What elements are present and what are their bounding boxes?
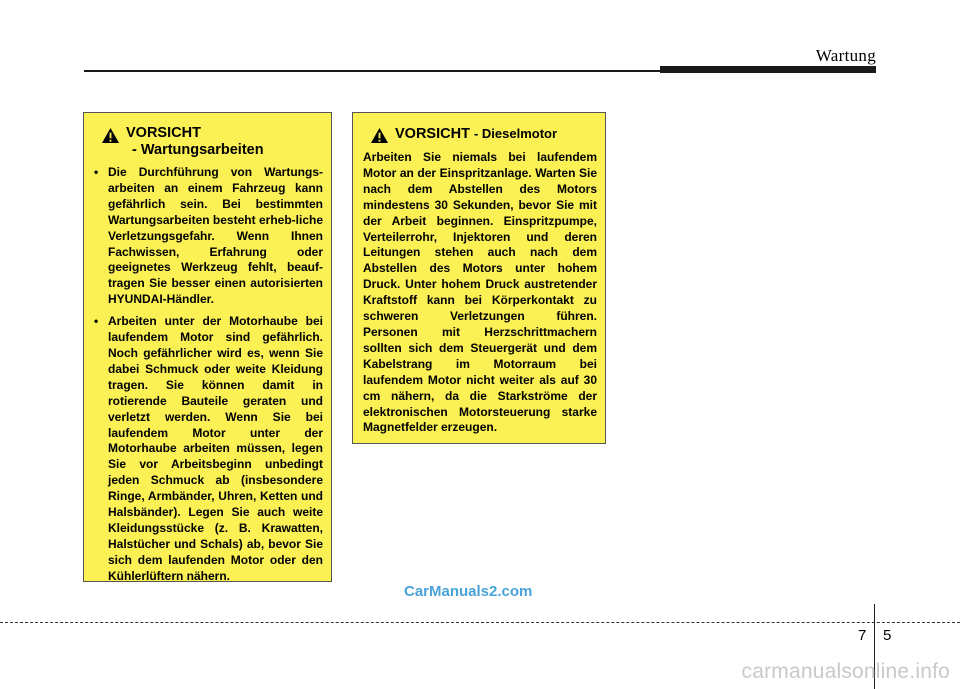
caution-header	[94, 125, 323, 159]
watermark-text: CarManuals2.com	[404, 583, 533, 600]
caution-title-text: VORSICHT	[395, 126, 470, 142]
caution-header	[363, 125, 597, 144]
caution-box-diesel	[352, 112, 606, 444]
footer-divider	[0, 622, 960, 623]
caution-bullet: • Arbeiten unter der Motorhaube bei laufendem Motor sind gefährlich. Noch gefährlicher wird es, wenn Sie dabei Schmuck oder weite Kleidung tragen. Sie können damit in rotierende Bauteile geraten und verletzt werden. Wenn Sie bei laufendem Motor unter der Motorhaube arbeiten müssen, legen Sie vor Arbeitsbeginn unbedingt jeden Schmuck ab (insbesondere Ringe, Armbänder, Uhren, Ketten und Halsbänder). Legen Sie auch weite Kleidungsstücke (z. B. Krawatten, Halstücher und Schals) ab, bevor Sie sich dem laufenden Motor oder den Kühlerlüftern nähern.	[94, 314, 323, 584]
warning-triangle-icon	[101, 127, 120, 144]
section-title: Wartung	[815, 46, 876, 65]
footer-site-link[interactable]: carmanualsonline.info	[741, 660, 950, 683]
caution-bullet-list	[94, 165, 323, 585]
page-number: 5	[883, 627, 892, 644]
caution-title-text: VORSICHT	[126, 125, 201, 141]
caution-body: Arbeiten Sie niemals bei laufendem Motor an der Einspritzanlage. Warten Sie nach dem Abstellen des Motors mindestens 30 Sekunden, bevor Sie mit der Arbeit beginnen. Einspritzpumpe, Verteilerrohr, Injektoren und deren Leitungen stehen auch nach dem Abstellen des Motors unter hohem Druck. Unter hohem Druck austretender Kraftstoff kann bei Körperkontakt zu schweren Verletzungen führen. Personen mit Herzschrittmachern sollten sich dem Steuergerät und dem Kabelstrang im Motorraum bei laufendem Motor nicht weiter als auf 30 cm nähern, da die Starkströme der elektronischen Motorsteuerung starke Magnetfelder erzeugen.	[363, 150, 597, 435]
caution-title	[126, 125, 264, 159]
caution-subtitle: - Wartungsarbeiten	[132, 142, 264, 158]
warning-triangle-icon	[370, 127, 389, 144]
caution-bullet: • Die Durchführung von Wartungs-arbeiten an einem Fahrzeug kann gefährlich sein. Bei bestimmten Wartungsarbeiten besteht erheb-liche Verletzungsgefahr. Wenn Ihnen Fachwissen, Erfahrung oder geeignetes Werkzeug fehlt, beauf-tragen Sie besser einen autorisierten HYUNDAI-Händler.	[94, 165, 323, 308]
caution-title	[395, 125, 557, 143]
caution-subtitle: - Dieselmotor	[473, 126, 558, 141]
header-rule-accent	[660, 66, 876, 73]
header-rule	[84, 70, 662, 72]
caution-box-maintenance	[83, 112, 332, 582]
chapter-number: 7	[858, 627, 867, 644]
